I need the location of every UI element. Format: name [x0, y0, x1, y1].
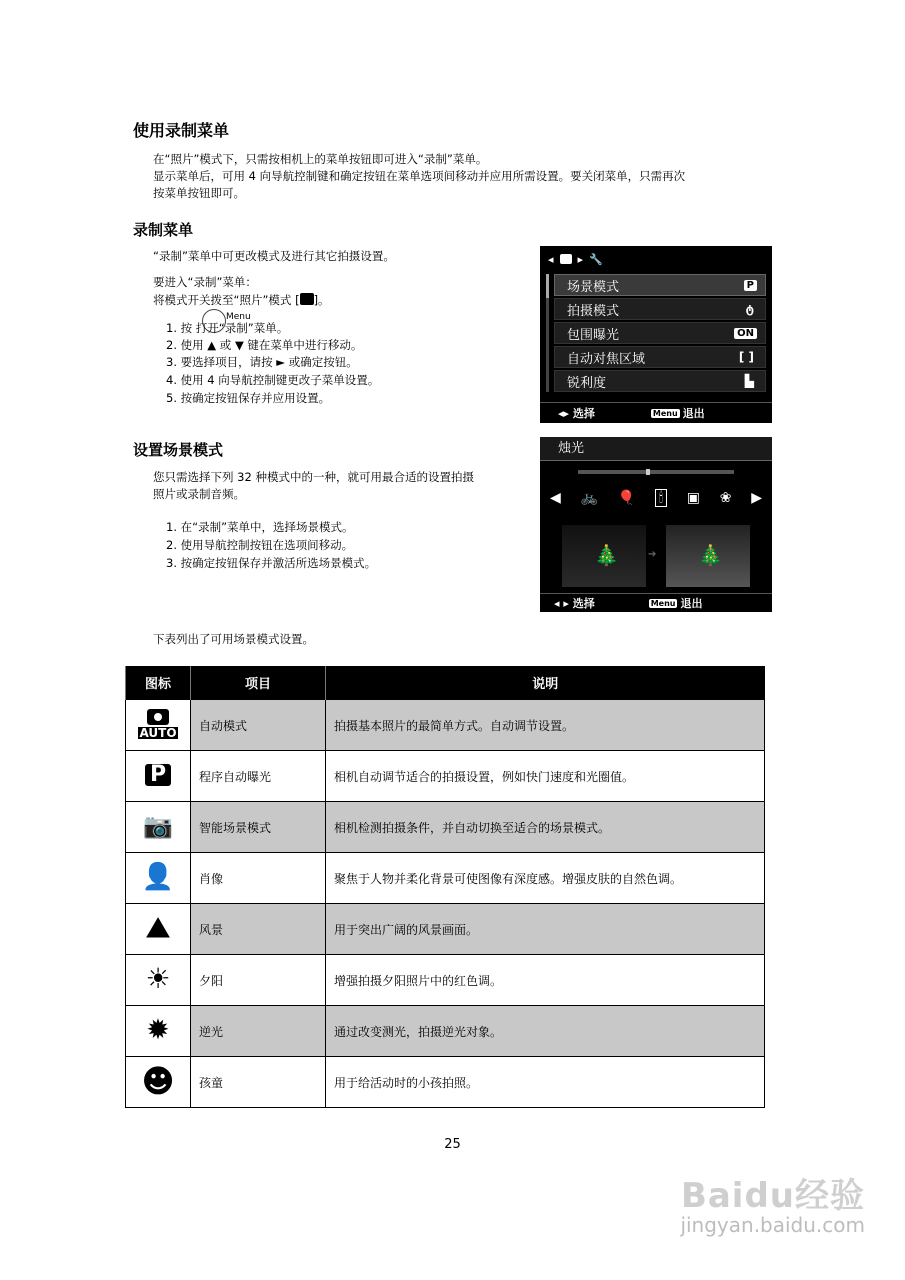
section-title-scene-mode: 设置场景模式 [133, 441, 224, 459]
landscape-icon: ⛰ [135, 907, 181, 949]
right-arrow-icon: ▶ [751, 490, 762, 506]
child-icon: ☻ [135, 1060, 181, 1102]
preview-before [562, 525, 646, 587]
section-title-menu: 录制菜单 [133, 221, 194, 239]
paragraph-line: 按菜单按钮即可。 [153, 186, 245, 200]
watermark-logo: Baidu经验 [680, 1176, 865, 1216]
desc-cell: 用于给活动时的小孩拍照。 [326, 1057, 765, 1108]
smart-scene-icon: 📷 [135, 805, 181, 847]
menu-item-shooting-mode: 拍摄模式 ტ [554, 298, 766, 320]
wrench-icon: 🔧 [589, 252, 603, 266]
sunset-icon: ☀ [135, 958, 181, 1000]
camera-record-menu-screen [540, 246, 772, 423]
auto-camera-icon: AUTO [135, 703, 181, 745]
item-cell: 风景 [191, 904, 326, 955]
af-area-icon: [ ] [738, 350, 754, 364]
scene-select-screen [540, 437, 772, 612]
item-cell: 孩童 [191, 1057, 326, 1108]
table-intro: 下表列出了可用场景模式设置。 [153, 632, 314, 646]
enter-menu-label: 要进入“录制”菜单： [153, 275, 257, 289]
candlelight-icon: 🕯 [655, 489, 667, 507]
watermark-url: jingyan.baidu.com [680, 1213, 865, 1237]
menu-item-bracketing: 包围曝光 ON [554, 322, 766, 344]
night-portrait-icon: ▣ [686, 490, 700, 506]
select-hint: ◂▸ 选择 [558, 407, 595, 420]
arrow-icon: ➔ [648, 549, 657, 560]
camera-mode-icon [300, 293, 314, 305]
sharpness-icon: ▙ [744, 374, 754, 388]
backlight-icon: ✹ [135, 1009, 181, 1051]
scene-intro: 照片或录制音频。 [153, 487, 245, 501]
shooting-mode-icon: ტ [745, 302, 754, 316]
step-item: 2. 使用 ▲ 或 ▼ 键在菜单中进行移动。 [166, 338, 363, 352]
desc-cell: 相机检测拍摄条件，并自动切换至适合的场景模式。 [326, 802, 765, 853]
menu-item-af-area: 自动对焦区域 [ ] [554, 346, 766, 368]
menu-item-sharpness: 锐利度 ▙ [554, 370, 766, 392]
menu-tag: Menu [650, 598, 676, 608]
tree-icon: 🎄 [698, 543, 723, 567]
right-arrow-icon: ▸ [577, 252, 584, 266]
header-desc: 说明 [326, 666, 765, 700]
step-item: 3. 要选择项目，请按 ► 或确定按钮。 [166, 355, 358, 369]
menu-intro: “录制”菜单中可更改模式及进行其它拍摄设置。 [153, 249, 395, 263]
step-item: 1. 按 打开“录制”菜单。 [166, 321, 289, 335]
header-item: 项目 [191, 666, 326, 700]
sport-icon: 🚲 [580, 490, 598, 506]
step-item: 3. 按确定按钮保存并激活所选场景模式。 [166, 556, 377, 570]
preview-after [666, 525, 750, 587]
program-p-icon: P [135, 754, 181, 796]
camera-tab-icon [560, 254, 572, 264]
table-row [126, 1006, 765, 1057]
party-icon: 🎈 [617, 490, 636, 506]
desc-cell: 相机自动调节适合的拍摄设置，例如快门速度和光圈值。 [326, 751, 765, 802]
section-title-record-menu: 使用录制菜单 [133, 121, 230, 140]
menu-item-scene-mode: 场景模式 P [554, 274, 766, 296]
desc-cell: 通过改变测光，拍摄逆光对象。 [326, 1006, 765, 1057]
table-header-row [126, 666, 765, 700]
menu-scrollbar [546, 274, 549, 392]
table-row [126, 751, 765, 802]
desc-cell: 用于突出广阔的风景画面。 [326, 904, 765, 955]
paragraph-line: 在“照片”模式下，只需按相机上的菜单按钮即可进入“录制”菜单。 [153, 152, 488, 166]
step-item: 2. 使用导航控制按钮在选项间移动。 [166, 538, 354, 552]
left-arrow-icon: ◀ [550, 490, 561, 506]
item-cell: 智能场景模式 [191, 802, 326, 853]
baby-icon: ❀ [719, 490, 732, 506]
table-row [126, 853, 765, 904]
item-cell: 自动模式 [191, 700, 326, 751]
step-item: 5. 按确定按钮保存并应用设置。 [166, 391, 331, 405]
item-cell: 逆光 [191, 1006, 326, 1057]
scene-icon-strip [550, 485, 762, 511]
desc-cell: 聚焦于人物并柔化背景可使图像有深度感。增强皮肤的自然色调。 [326, 853, 765, 904]
portrait-icon: 👤 [135, 856, 181, 898]
page-number: 25 [444, 1137, 461, 1152]
item-cell: 程序自动曝光 [191, 751, 326, 802]
scene-footer [540, 593, 772, 612]
item-cell: 夕阳 [191, 955, 326, 1006]
mode-switch-text: 将模式开关拨至“照片”模式 [ ]。 [153, 293, 330, 307]
table-row [126, 1057, 765, 1108]
step-item: 1. 在“录制”菜单中，选择场景模式。 [166, 520, 354, 534]
menu-button-label: Menu [226, 312, 251, 322]
desc-cell: 增强拍摄夕阳照片中的红色调。 [326, 955, 765, 1006]
select-hint: ◂ ▸ 选择 [554, 597, 595, 610]
scene-intro: 您只需选择下列 32 种模式中的一种，就可用最合适的设置拍摄 [153, 470, 474, 484]
desc-cell: 拍摄基本照片的最简单方式。自动调节设置。 [326, 700, 765, 751]
paragraph-line: 显示菜单后，可用 4 向导航控制键和确定按钮在菜单选项间移动并应用所需设置。要关闭菜单，只需再次 [153, 169, 686, 183]
exit-hint: 退出 [682, 407, 705, 420]
item-cell: 肖像 [191, 853, 326, 904]
scene-title: 烛光 [540, 437, 772, 461]
program-icon: P [744, 280, 757, 291]
menu-tag: Menu [652, 408, 678, 418]
on-badge: ON [734, 328, 757, 339]
header-icon: 图标 [126, 666, 191, 700]
table-row [126, 955, 765, 1006]
tree-icon: 🎄 [594, 543, 619, 567]
table-row [126, 802, 765, 853]
exit-hint: 退出 [680, 597, 703, 610]
menu-footer [540, 402, 772, 423]
table-row [126, 904, 765, 955]
watermark [680, 1168, 865, 1237]
left-arrow-icon: ◂ [548, 252, 554, 266]
scene-position-bar [578, 470, 734, 474]
menu-tab-bar [548, 248, 603, 270]
scene-mode-table [125, 666, 765, 1108]
step-item: 4. 使用 4 向导航控制键更改子菜单设置。 [166, 373, 380, 387]
table-row [126, 700, 765, 751]
